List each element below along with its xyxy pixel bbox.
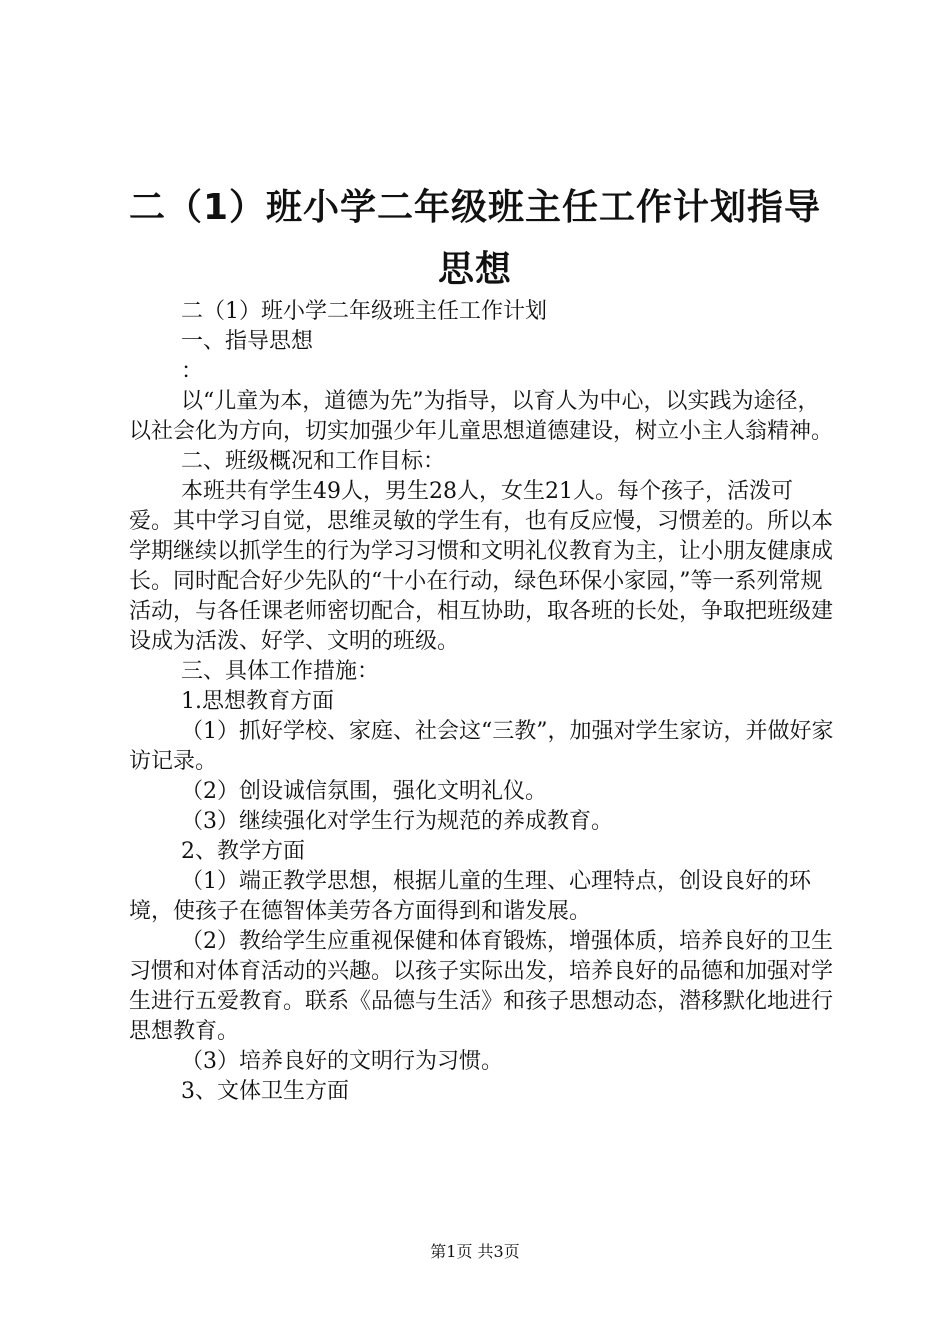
heading-work-measures: 三、具体工作措施： — [181, 659, 380, 684]
document-body — [129, 297, 834, 1107]
paragraph-teaching-item-1: （1）端正教学思想，根据儿童的生理、心理特点，创设良好的环境，使孩子在德智体美劳各方面得到和谐发展。 — [129, 869, 811, 924]
paragraph-colon: ： — [181, 359, 204, 384]
paragraph-ideology-item-3: （3）继续强化对学生行为规范的养成教育。 — [181, 809, 613, 834]
paragraph-ideology-item-1: （1）抓好学校、家庭、社会这“三教”，加强对学生家访，并做好家访记录。 — [129, 719, 834, 774]
paragraph-teaching-item-2: （2）教给学生应重视保健和体育锻炼，增强体质，培养良好的卫生习惯和对体育活动的兴趣。以孩子实际出发，培养良好的品德和加强对学生进行五爱教育。联系《品德与生活》和孩子思想动态，潜移默化地进行思想教育。 — [129, 929, 834, 1044]
heading-guiding-thought: 一、指导思想 — [181, 329, 314, 354]
paragraph-teaching-item-3: （3）培养良好的文明行为习惯。 — [181, 1049, 503, 1074]
heading-sports-hygiene: 3、文体卫生方面 — [181, 1079, 349, 1104]
heading-teaching: 2、教学方面 — [181, 839, 305, 864]
document-title: 二（1）班小学二年级班主任工作计划指导思想 — [128, 187, 822, 290]
paragraph-class-overview: 本班共有学生49人，男生28人，女生21人。每个孩子，活泼可爱。其中学习自觉，思维灵敏的学生有，也有反应慢，习惯差的。所以本学期继续以抓学生的行为学习习惯和文明礼仪教育为主，让小朋友健康成长。同时配合好少先队的“十小在行动，绿色环保小家园，”等一系列常规活动，与各任课老师密切配合，相互协助，取各班的长处，争取把班级建设成为活泼、好学、文明的班级。 — [129, 479, 834, 654]
paragraph-subtitle: 二（1）班小学二年级班主任工作计划 — [181, 299, 547, 324]
heading-ideological-education: 1.思想教育方面 — [181, 689, 334, 714]
page-footer: 第1页 共3页 — [430, 1242, 520, 1261]
heading-class-overview: 二、班级概况和工作目标： — [181, 449, 446, 474]
paragraph-ideology-item-2: （2）创设诚信氛围，强化文明礼仪。 — [181, 779, 547, 804]
paragraph-guiding-thought: 以“儿童为本，道德为先”为指导，以育人为中心，以实践为途径，以社会化为方向，切实加强少年儿童思想道德建设，树立小主人翁精神。 — [129, 389, 834, 444]
